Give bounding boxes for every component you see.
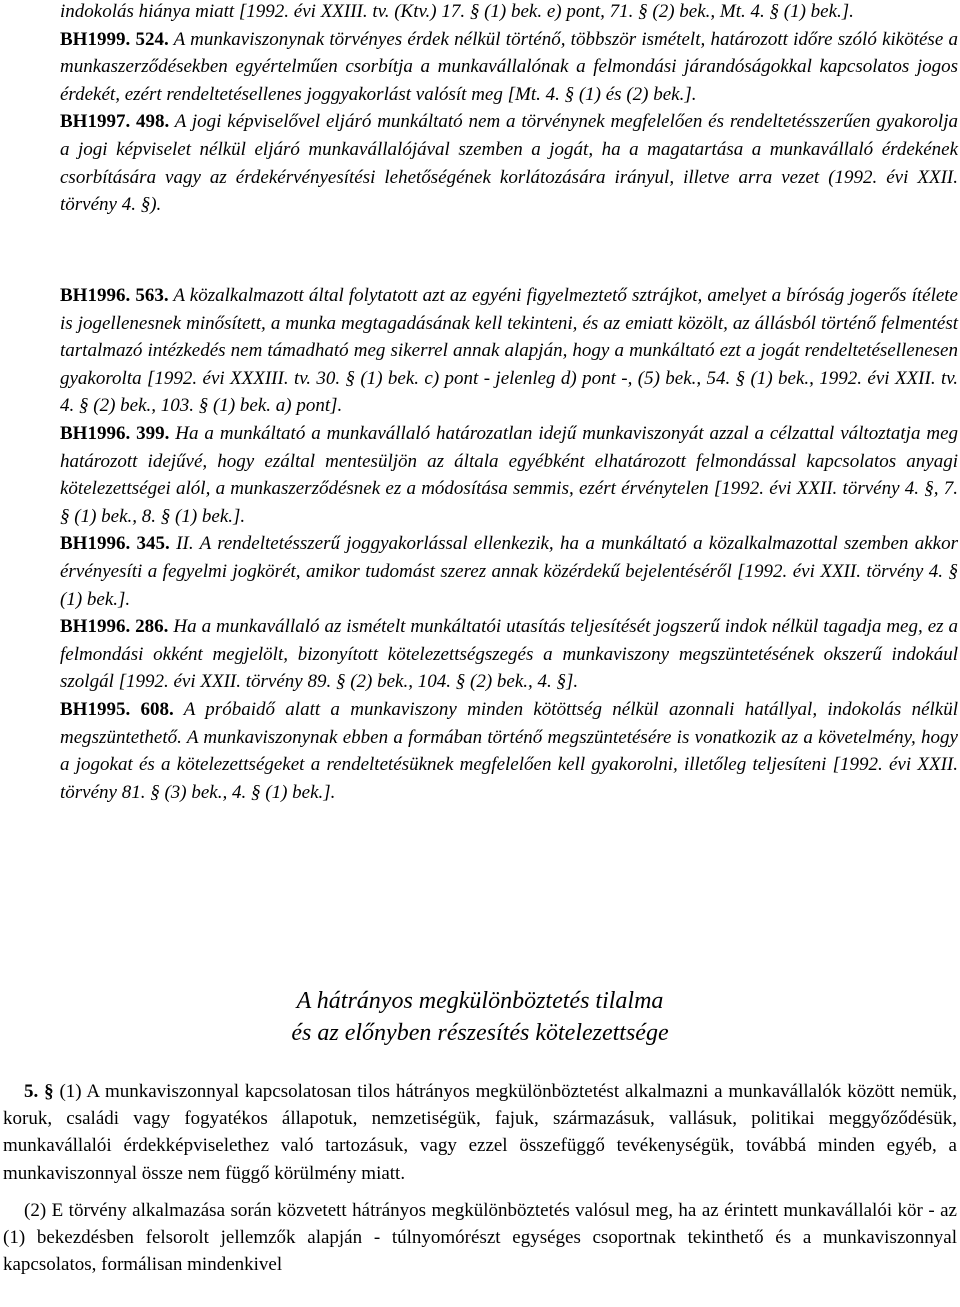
- case-entry: [60, 108, 958, 218]
- case-text: Ha a munkáltató a munkavállaló határozatlan idejű munkaviszonyát azzal a célzattal változtatja meg határozott idejűvé, hogy ezáltal mentesüljön az általa egyébként elhatározott felmondással kapcsolatos anyagi kötelezettségei alól, a munkaszerződésnek ez a módosítása semmis, ezért érvénytelen [1992. évi XXII. törvény 4. §, 7. § (1) bek., 8. § (1) bek.].: [60, 422, 959, 527]
- case-law-block-2: [60, 282, 958, 806]
- paragraph-text: (1) A munkaviszonnyal kapcsolatosan tilos hátrányos megkülönböztetést alkalmazni a munkavállalók között nemük, koruk, családi vagy fogyatékos állapotuk, nemzetiségük, fajuk, származásuk, vallásuk, politikai meggyőződésük, munkavállalói érdekképviselethez való tartozásuk, vagy ezzel összefüggő tevékenységük, továbbá minden egyéb, a munkaviszonnyal össze nem függő körülmény miatt.: [3, 1081, 958, 1184]
- case-entry: [60, 282, 958, 420]
- case-reference: BH1996. 399.: [60, 422, 170, 444]
- case-entry: [60, 613, 958, 696]
- intro-text: indokolás hiánya miatt [1992. évi XXIII. tv. (Ktv.) 17. § (1) bek. e) pont, 71. § (2) bek., Mt. 4. § (1) bek.].: [60, 1, 854, 22]
- section-paragraph-1: [3, 1078, 957, 1187]
- case-reference: BH1997. 498.: [60, 111, 170, 133]
- section-body: [3, 1078, 957, 1278]
- case-reference: BH1996. 345.: [60, 533, 170, 555]
- section-paragraph-2: [3, 1197, 957, 1279]
- case-text: A közalkalmazott által folytatott azt az egyéni figyelmeztető sztrájkot, amelyet a bíróság jogerős ítélete is jogellenesnek minősített, a munka megtagadásának kell tekinteni, és az emiatt közölt, az állásból történő felmentést tartalmazó intézkedés nem támadható meg sikerrel annak alapján, hogy a munkáltató ezt a jogát rendeltetésellenesen gyakorolta [1992. évi XXXIII. tv. 30. § (1) bek. c) pont - jelenleg d) pont -, (5) bek., 54. § (1) bek., 1992. évi XXII. tv. 4. § (2) bek., 103. § (1) bek. a) pont].: [60, 285, 958, 417]
- case-reference: BH1999. 524.: [60, 28, 169, 50]
- case-entry: [60, 696, 958, 806]
- section-heading: [0, 985, 960, 1049]
- case-text: A munkaviszonynak törvényes érdek nélkül történő, többször ismételt, határozott időre szóló kikötése a munkaszerződésekben egyértelműen csorbítja a munkavállalónak a felmondási járandóságokkal kapcsolatos jogos érdekét, ezért rendeltetésellenes joggyakorlást valósít meg [Mt. 4. § (1) és (2) bek.].: [60, 28, 958, 105]
- paragraph-text: (2) E törvény alkalmazása során közvetett hátrányos megkülönböztetés valósul meg, ha az érintett munkavállalói kör - az (1) bekezdésben felsorolt jellemzők alapján - túlnyomórészt egységes csoportnak tekinthető és a munkaviszonnyal kapcsolatos, formálisan mindenkivel: [3, 1199, 957, 1276]
- section-heading-line-1: A hátrányos megkülönböztetés tilalma: [296, 988, 664, 1014]
- case-text: A jogi képviselővel eljáró munkáltató nem a törvénynek megfelelően és rendeltetésszerűen gyakorolja a jogi képviselet nélkül eljáró munkavállalójával szemben a jogát, ha a magatartása a munkavállaló érdekének csorbítására vagy az érdekérvényesítési lehetőségének korlátozására irányul, illetve arra vezet (1992. évi XXII. törvény 4. §).: [60, 111, 958, 216]
- section-heading-line-2: és az előnyben részesítés kötelezettsége: [291, 1020, 669, 1046]
- section-number: 5. §: [24, 1081, 54, 1102]
- case-reference: BH1996. 286.: [60, 616, 169, 638]
- case-text: Ha a munkavállaló az ismételt munkáltatói utasítás teljesítését jogszerű indok nélkül tagadja meg, ez a felmondási okként megjelölt, bizonyított kötelezettségszegés a munkaviszony megszüntetésének okszerű indokául szolgál [1992. évi XXII. törvény 89. § (2) bek., 104. § (2) bek., 4. §].: [60, 616, 958, 693]
- case-law-block: [60, 0, 958, 219]
- case-reference: BH1996. 563.: [60, 285, 169, 306]
- case-entry: [60, 420, 958, 530]
- case-text: II. A rendeltetésszerű joggyakorlással ellenkezik, ha a munkáltató a közalkalmazottal szemben akkor érvényesíti a fegyelmi jogkörét, amikor tudomást szerez annak közérdekű bejelentéséről [1992. évi XXII. törvény 4. § (1) bek.].: [60, 533, 959, 610]
- case-reference: BH1995. 608.: [60, 698, 174, 720]
- case-text: A próbaidő alatt a munkaviszony minden kötöttség nélkül azonnali hatállyal, indokolás nélkül megszüntethető. A munkaviszonynak ebben a formában történő megszüntetésére is vonatkozik az a követelmény, hogy a jogokat és a kötelezettségeket a rendeltetésüknek megfelelően kell gyakorolni, illetőleg teljesíteni [1992. évi XXII. törvény 81. § (3) bek., 4. § (1) bek.].: [60, 698, 958, 803]
- case-entry: [60, 530, 958, 613]
- case-entry: [60, 26, 958, 109]
